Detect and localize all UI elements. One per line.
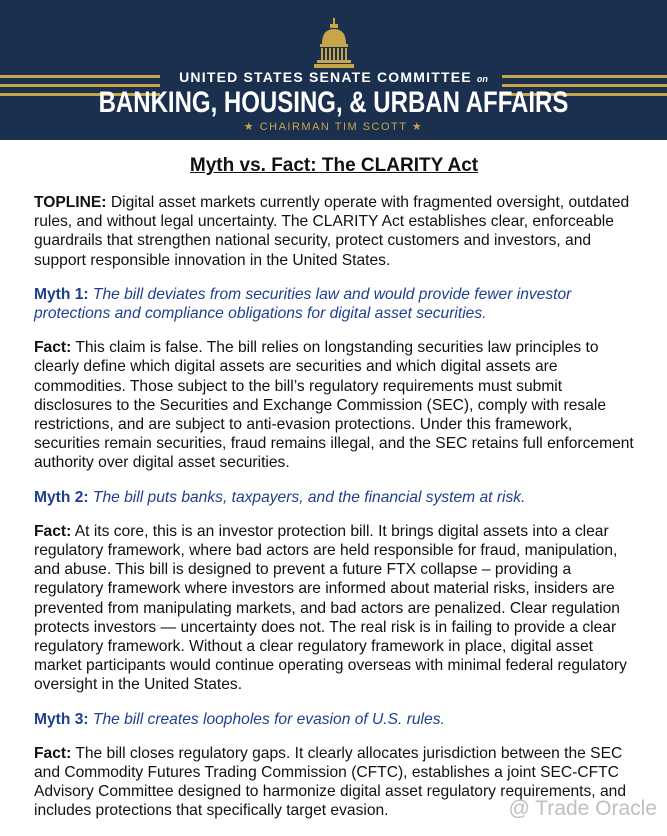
fact-2-text: At its core, this is an investor protection bill. It brings digital assets into a clear regulatory framework, where bad actors are held responsible for fraud, manipulation, and abuse. This bill is designed to prevent a future FTX collapse – providing a regulatory framework where investors are informed about material risks, insiders are prevented from manipulating markets, and bad actors are penalized. Clear regulation protects investors — uncertainty does not. The real risk is in failing to provide a clear regulatory framework. Without a clear regulatory framework in place, digital asset market participants would continue operating overseas with minimal federal regulatory oversight in the United States. <box>34 522 627 694</box>
committee-banner <box>0 0 667 140</box>
myth-1 <box>34 285 634 323</box>
myth-3-label: Myth 3: <box>34 710 89 728</box>
committee-name-line1 <box>0 69 667 85</box>
topline-text: Digital asset markets currently operate with fragmented oversight, outdated rules, and without legal uncertainty. The CLARITY Act establishes clear, enforceable guardrails that strengthen national security, protect customers and investors, and support responsible innovation in the United States. <box>34 194 630 269</box>
topline-paragraph <box>34 193 634 270</box>
fact-2 <box>34 522 634 695</box>
watermark: @ Trade Oracle <box>508 797 657 820</box>
myth-2-text: The bill puts banks, taxpayers, and the financial system at risk. <box>92 488 526 506</box>
myth-1-text: The bill deviates from securities law and would provide fewer investor protections and compliance obligations for digital asset securities. <box>34 285 572 323</box>
topline-label: TOPLINE: <box>34 194 107 211</box>
committee-line1-text: UNITED STATES SENATE COMMITTEE <box>179 69 472 85</box>
fact-1-label: Fact: <box>34 339 72 357</box>
myth-1-label: Myth 1: <box>34 285 89 303</box>
chairman-line: ★ CHAIRMAN TIM SCOTT ★ <box>243 121 424 133</box>
capitol-dome-icon <box>314 18 354 68</box>
committee-name-line2: BANKING, HOUSING, & URBAN AFFAIRS <box>98 86 569 119</box>
myth-2 <box>34 488 634 507</box>
page-title: Myth vs. Fact: The CLARITY Act <box>189 155 479 176</box>
fact-1 <box>34 338 634 472</box>
document-body <box>34 155 634 836</box>
fact-2-label: Fact: <box>34 522 72 540</box>
myth-2-label: Myth 2: <box>34 488 89 506</box>
committee-line1-on: on <box>476 74 488 84</box>
myth-3 <box>34 710 634 729</box>
fact-3-text: The bill closes regulatory gaps. It clearly allocates jurisdiction between the SEC and Commodity Futures Trading Commission (CFTC), establishes a joint SEC-CFTC Advisory Committee designed to harmonize digital asset regulatory requirements, and includes protections that specifically target evasion. <box>34 744 626 820</box>
fact-3-label: Fact: <box>34 744 72 762</box>
fact-1-text: This claim is false. The bill relies on longstanding securities law principles to clearly define which digital assets are securities and which digital assets are commodities. Those subject to the bill’s regulatory requirements must submit disclosures to the Securities and Exchange Commission (SEC), comply with resale restrictions, and are subject to anti-evasion protections. Under this framework, securities remain securities, fraud remains illegal, and the SEC retains full enforcement authority over digital asset securities. <box>34 339 634 472</box>
myth-3-text: The bill creates loopholes for evasion of U.S. rules. <box>92 710 445 728</box>
